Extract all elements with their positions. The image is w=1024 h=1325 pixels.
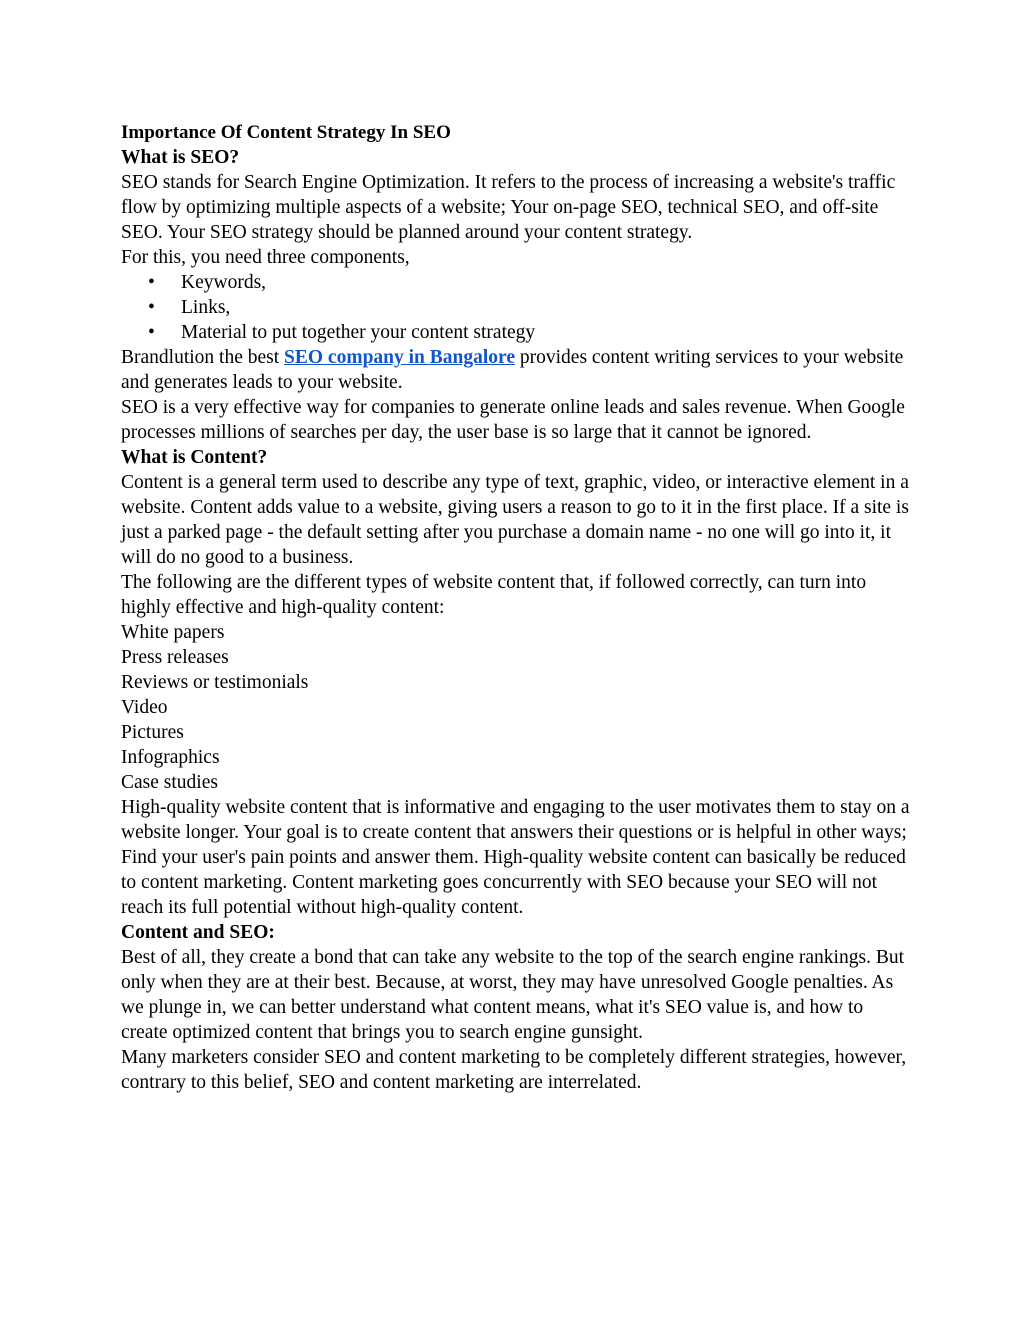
heading-content-and-seo: Content and SEO: [121,922,275,943]
list-item-text: Keywords, [181,272,267,293]
heading-what-is-content: What is Content? [121,447,268,468]
paragraph-brandlution [121,345,911,395]
list-item [148,320,911,345]
paragraph-content-seo-bond: Best of all, they create a bond that can take any website to the top of the search engine rankings. But only when they are at their best. Because, at worst, they may have unresolved Google penalties. As we plunge in, we can better understand what content means, what it's SEO value is, and how to create optimized content that brings you to search engine gunsight. [121,947,904,1043]
content-types-list [121,620,911,795]
components-list [121,270,911,345]
content-type-item: Reviews or testimonials [121,672,309,693]
document-title: Importance Of Content Strategy In SEO [121,122,451,143]
document-page [121,120,911,1095]
content-type-item: White papers [121,622,225,643]
brandlution-text-after: provides content writing services to your website and generates leads to your website. [121,347,904,393]
content-type-item: Infographics [121,747,220,768]
content-type-item: Press releases [121,647,229,668]
list-item [148,295,911,320]
paragraph-seo-definition: SEO stands for Search Engine Optimization. It refers to the process of increasing a website's traffic flow by optimizing multiple aspects of a website; Your on-page SEO, technical SEO, and off-site SEO. Your SEO strategy should be planned around your content strategy. [121,172,896,243]
paragraph-marketers: Many marketers consider SEO and content marketing to be completely different strategies, however, contrary to this belief, SEO and content marketing are interrelated. [121,1047,907,1093]
content-type-item: Pictures [121,722,184,743]
paragraph-content-types-intro: The following are the different types of website content that, if followed correctly, can turn into highly effective and high-quality content: [121,572,867,618]
paragraph-seo-effective: SEO is a very effective way for companies to generate online leads and sales revenue. When Google processes millions of searches per day, the user base is so large that it cannot be ignored. [121,397,905,443]
content-type-item: Video [121,697,168,718]
heading-what-is-seo: What is SEO? [121,147,240,168]
list-item [148,270,911,295]
list-item-text: Links, [181,297,231,318]
paragraph-content-definition: Content is a general term used to describe any type of text, graphic, video, or interactive element in a website. Content adds value to a website, giving users a reason to go to it in the first place. If a site is just a parked page - the default setting after you purchase a domain name - no one will go into it, it will do no good to a business. [121,472,909,568]
bullet-icon: • [148,322,155,343]
paragraph-components-intro: For this, you need three components, [121,247,410,268]
seo-company-link[interactable]: SEO company in Bangalore [284,347,516,368]
brandlution-text-before: Brandlution the best [121,347,285,368]
paragraph-high-quality-content: High-quality website content that is informative and engaging to the user motivates them to stay on a website longer. Your goal is to create content that answers their questions or is helpful in other ways; Find your user's pain points and answer them. High-quality website content can basically be reduced to content marketing. Content marketing goes concurrently with SEO because your SEO will not reach its full potential without high-quality content. [121,797,910,918]
bullet-icon: • [148,272,155,293]
bullet-icon: • [148,297,155,318]
content-type-item: Case studies [121,772,218,793]
list-item-text: Material to put together your content strategy [181,322,536,343]
